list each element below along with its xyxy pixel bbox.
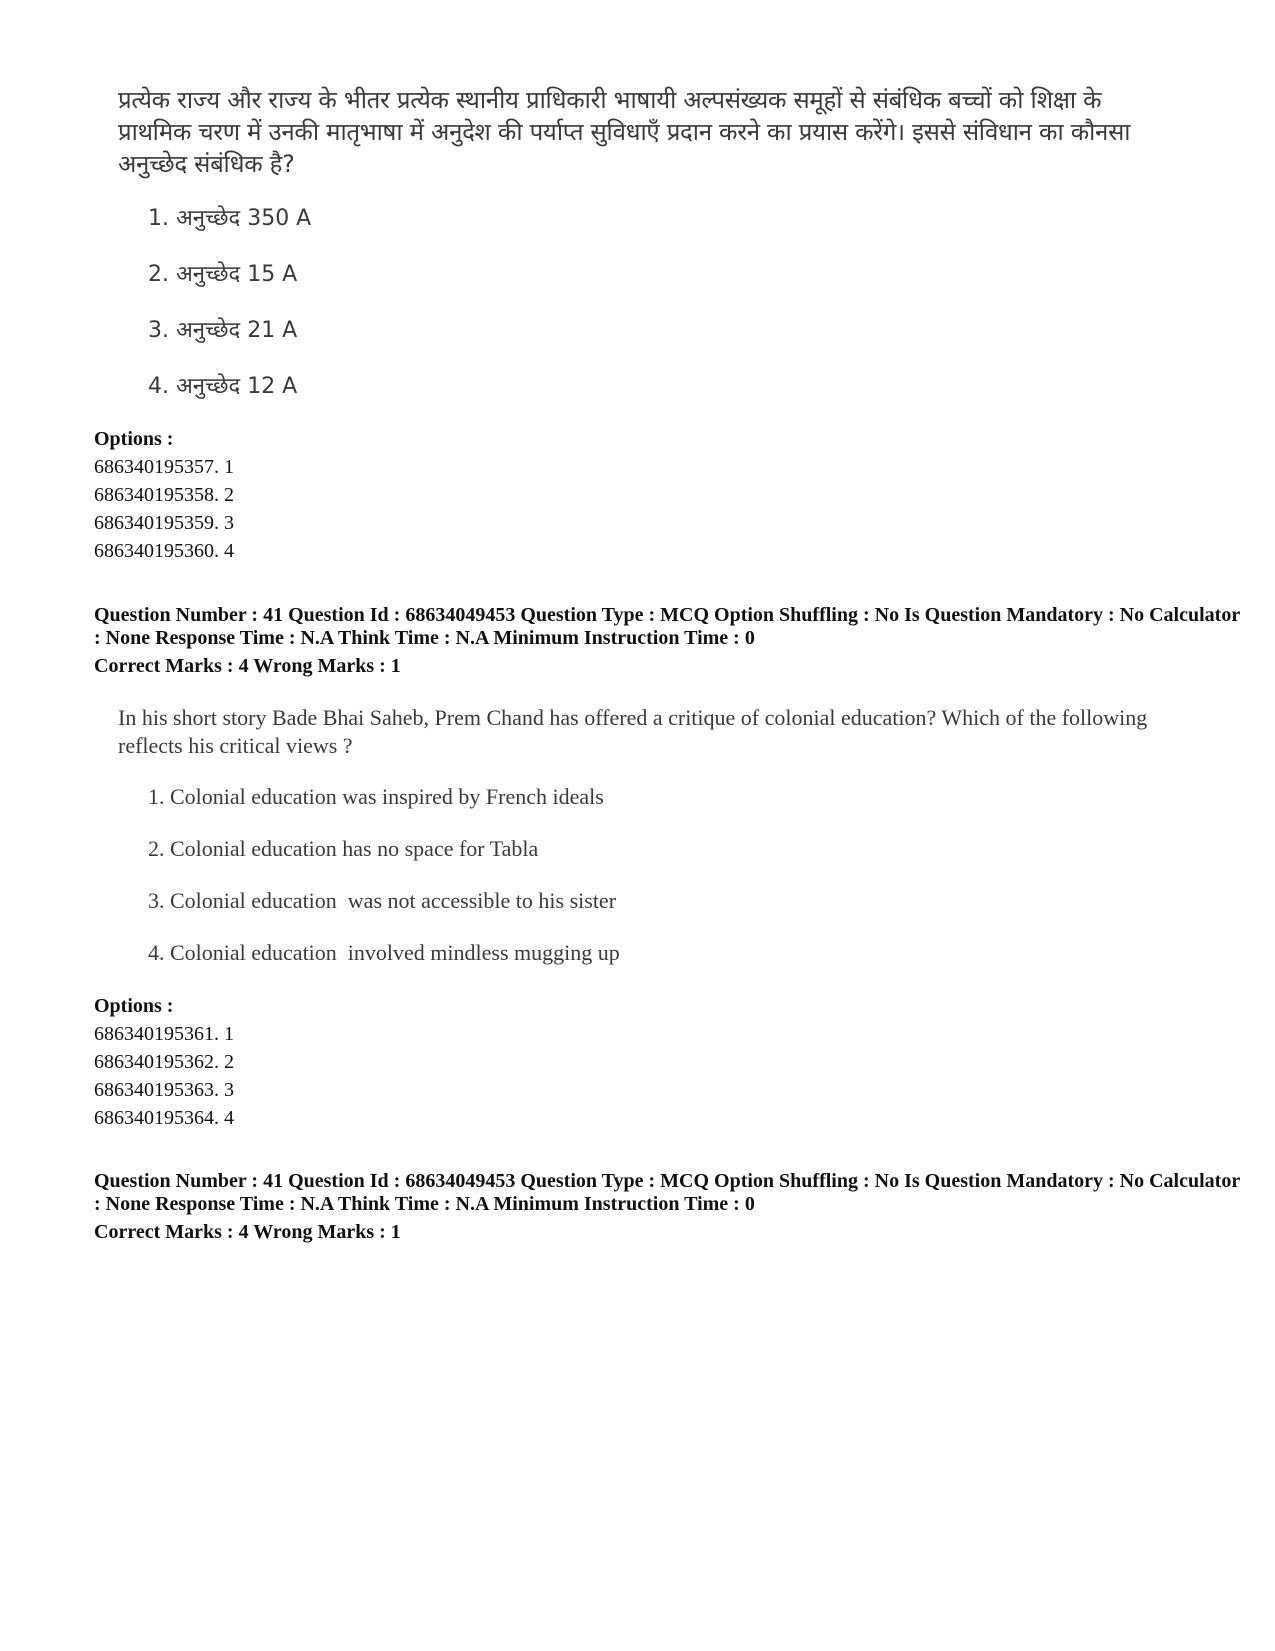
question-2-option-4: 686340195364. 4 <box>94 1107 234 1129</box>
question-1-options-label: Options : <box>94 428 174 450</box>
question-2-choice-2: 2. Colonial education has no space for Tabla <box>148 836 539 861</box>
question-marks-2: Correct Marks : 4 Wrong Marks : 1 <box>94 1221 401 1243</box>
question-2-text: In his short story Bade Bhai Saheb, Prem Chand has offered a critique of colonial education? Which of the following reflects his critical views ? <box>118 705 1148 758</box>
question-2-choice-1: 1. Colonial education was inspired by French ideals <box>148 784 604 809</box>
question-marks-1: Correct Marks : 4 Wrong Marks : 1 <box>94 655 401 677</box>
question-2-option-3: 686340195363. 3 <box>94 1079 234 1101</box>
question-1-choice-1: 1. अनुच्छेद 350 A <box>148 206 312 231</box>
question-1-option-1: 686340195357. 1 <box>94 456 234 478</box>
question-1-text: प्रत्येक राज्य और राज्य के भीतर प्रत्येक स्थानीय प्राधिकारी भाषायी अल्पसंख्यक समूहों से संबंधिक बच्चों को शिक्षा के प्राथमिक चरण में उनकी मातृभाषा में अनुदेश की पर्याप्त सुविधाएँ प्रदान करने का प्रयास करेंगे। इससे संविधान का कौनसा अनुच्छेद संबंधिक है? <box>118 86 1131 178</box>
question-1-choice-3: 3. अनुच्छेद 21 A <box>148 318 298 343</box>
question-1-option-2: 686340195358. 2 <box>94 484 234 506</box>
question-1-choice-2: 2. अनुच्छेद 15 A <box>148 262 298 287</box>
question-2-option-2: 686340195362. 2 <box>94 1051 234 1073</box>
question-2-options-label: Options : <box>94 995 174 1017</box>
question-2-option-1: 686340195361. 1 <box>94 1023 234 1045</box>
question-1-option-3: 686340195359. 3 <box>94 512 234 534</box>
question-1-text-block <box>118 84 1178 180</box>
question-meta-1: Question Number : 41 Question Id : 68634049453 Question Type : MCQ Option Shuffling : No Is Question Mandatory : No Calculator : None Response Time : N.A Think Time : N.A Minimum Instruction Time : 0 <box>94 604 1240 649</box>
question-2-text-block <box>118 704 1178 760</box>
question-1-choice-4: 4. अनुच्छेद 12 A <box>148 374 298 399</box>
question-1-option-4: 686340195360. 4 <box>94 540 234 562</box>
question-2-choice-3: 3. Colonial education was not accessible to his sister <box>148 888 617 913</box>
question-2-choice-4: 4. Colonial education involved mindless mugging up <box>148 940 620 965</box>
question-meta-2: Question Number : 41 Question Id : 68634049453 Question Type : MCQ Option Shuffling : No Is Question Mandatory : No Calculator : None Response Time : N.A Think Time : N.A Minimum Instruction Time : 0 <box>94 1170 1240 1215</box>
